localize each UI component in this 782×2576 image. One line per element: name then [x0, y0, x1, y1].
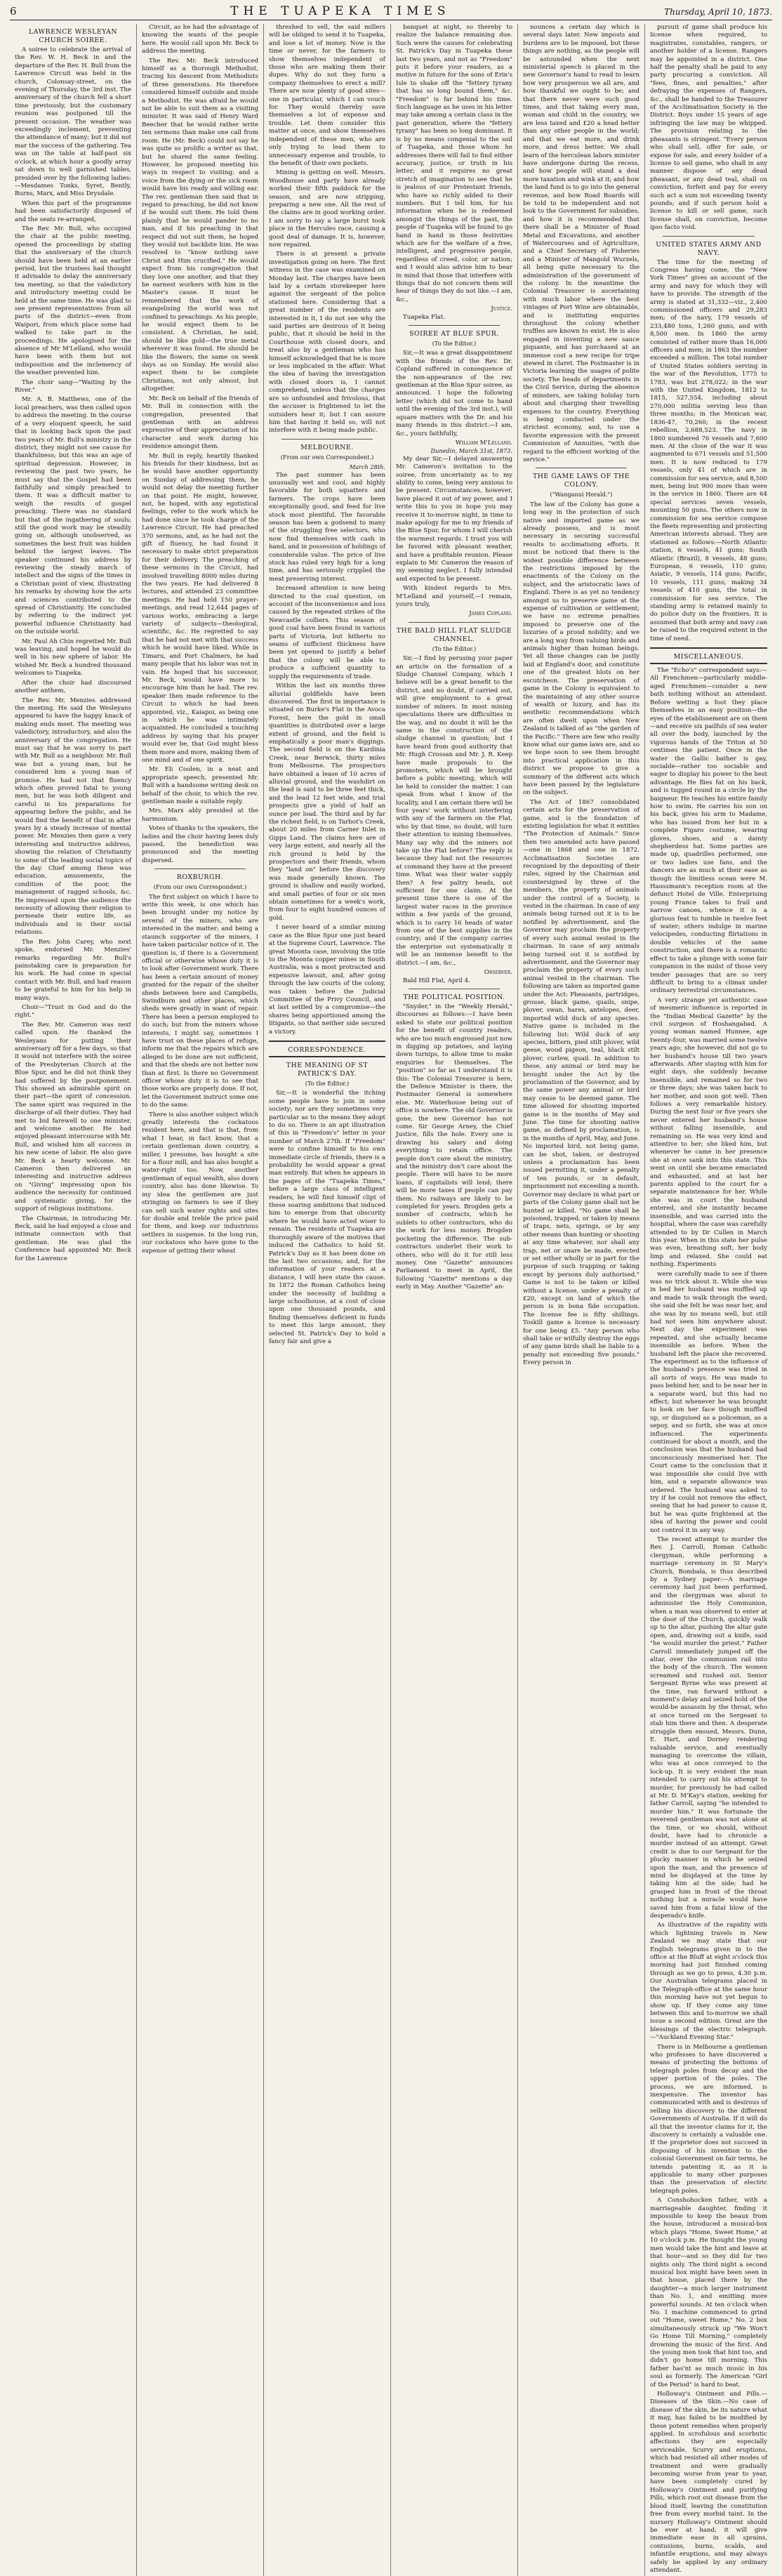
paragraph: Votes of thanks to the speakers, the ladies and the choir having been duly passed, the benediction was pronounced and the meeting dispersed. — [142, 825, 258, 864]
article-heading: THE BALD HILL FLAT SLUDGE CHANNEL. — [396, 626, 512, 643]
paragraph: Within the last six months three alluvial goldfields have been discovered. The first in importance is situated on Burke's Flat in the Avoca Forest, here the gold in small quantities is distributed over a large extent of ground, and the field is emphatically a poor man's diggings. The second field is on the Kardinia Creek, near Berwick, thirty miles from Melbourne. The prospectors have obtained a lease of 10 acres of alluvial ground, and the washdirt on the lead is said to be three feet thick, and the lead 12 feet wide, and trial prospects give a yield of half an ounce per load. The third and by far the richest field, is on Tarbot's Creek, about 20 miles from Carner Inlet in Gipps Land. The claims here are of very large extent, and nearly all the rich ground is held by the prospectors and their friends, whom they "land on" before the discovery was made generally known. The ground is shallow and easily worked, and small parties of four or six men obtain sometimes for a week's work, from four to eight hundred ounces of gold. — [269, 682, 385, 922]
paragraph: A soiree to celebrate the arrival of the Rev. W. H. Beck in and the departure of the Rev. H. Bull from the Lawrence Circuit was held in the church, Colonsay-street, on the evening of Thursday, the 3rd inst. The anniversary of the church fell a short time previously, but the customary reunion was postponed till the present occasion. The weather was exceedingly inclement, preventing the attendance of many; but it did not mar the success of the gathering. Tea was on the table at half-past six o'clock, at which hour a goodly array sat down to well garnished tables, presided over by the following ladies:—Mesdames Tonks, Syret, Bently, Burns, Marx, and Miss Drysdale. — [15, 46, 131, 198]
paragraph: I never heard of a similar mining case as the Blue Spur one just heard at the Supreme Court, Lawrence. The great Moonta case, involving the title to the Moonta copper mines in South Australia, was a most protracted and expensive lawsuit, and, after going through the law courts of the colony, was taken before the Judicial Committee of the Privy Council, and at last settled by a compromise—the shares being apportioned among the litigants, so that neither side secured a victory. — [269, 924, 385, 1036]
paragraph: The first subject on which I have to write this week, is one which has been brought under my notice by several of the miners, who are interested in the matter; and being a staunch supporter of the miners, I have taken particular notice of it. The question is, if there is a Government official or otherwise whose duty it is to look after Government work. There has been a certain amount of money granted for the repair of the shelter sheds between here and Campbells, Swindburn and other places, which sheds were greatly in want of repair. There has been a person employed to do such; but from the miners whose interests, I might say, sometimes I have trust on these places of refuge, inform me that the repairs which are alleged to be done are not sufficient, and that the sheds are not better now than at first. Is there no Government officer whose duty it is to see that those works are properly done. If not, let the Government instruct some one to do the same. — [142, 893, 258, 1109]
paragraph: banquet at night, so thereby to realize the balance remaining due. Such were the causes for celebrating St. Patrick's Day in Tuapeka these last two years, and not as "Freedom" puts it before your readers, as a motive in future for the sons of Erin's Isle to shake off the "fettery tyrany that has so long bound them," &c. "Freedom" is far behind his time. Such language as he uses in his letter may take among a certain class in the past generation, where the "fettery tyrany" has been so long dominant. It is by no means congenial to the soil of Tuapeka, and those whom he addresses there will fail to find either accuracy, justice, or truth in his letter; and it requires no great stretch of imagination to see that he is jealous of our Protestant friends, who have so richly added to their numbers. But I tell him, for his information when he is redeemed amongst the things of the past, the people of Tuapeka will be found to go hand in hand in those festivities which are for the welfare of a free, intelligent, and progressive people, regardless of creed, color, or nation; and I would also advise him to bear in mind that those that interfere with things that do not concern them will hear of things they do not like.—I am, &c., — [396, 24, 512, 303]
byline: (From our own Correspondent.) — [153, 883, 247, 891]
section-divider — [409, 622, 500, 623]
section-divider — [663, 236, 755, 237]
signature: Justice. — [491, 305, 512, 313]
paragraph: Holloway's Ointment and Pills.—Diseases of the Skin.—No case of disease of the skin, be its nature what it may, has failed to be modified by these potent remedies when properly applied. In scrofulous and scorbutic affections they are especially serviceable. Scurvy and eruptions, which had resisted all other modes of treatment and were gradually becoming worse from year to year, have been completely cured by Holloway's Ointment and purifying Pills, which root out disease from the blood itself, leaving the constitution free from every morbid taint. In the nursery Holloway's Ointment should be ever at hand; it will give immediate ease in all sprains, contusions, burns, scalds, and infantile eruptions, and may always safely be applied by any ordinary attendant. — [650, 2391, 767, 2574]
newspaper-columns — [10, 24, 772, 2574]
signature: James Copland. — [469, 610, 512, 618]
paragraph: Mr. Bull in reply, heartily thanked his friends for their kindness, but as he would have another opportunity on Sunday of addressing them, he would not delay the meeting further on that point. He might, however, not, he hoped, with any egotistical feelings, refer to the work which he had done since he took charge of the Lawrence Circuit. He had preached 370 sermons, and, as he had not the gift of fluency, he had found it necessary to make strict preparation for their delivery. The preaching of these sermons in the Circuit, had involved travelling 8000 miles during the two years. He had delivered 8 lectures, and attended 23 committee meetings. He had held 150 prayer-meetings, and read 12,644 pages of various works, embracing a large variety of subjects—theological, scientific, &c. He regretted to say that he had not met with that success which he would have liked. While in Timaru, and Port Chalmers, he had many people that his labor was not in vain. He hoped that his successor, Mr. Beck, would have more to encourage him than he had. The rev. speaker then made reference to the Circuit to which he had been appointed, viz., Kaiapoi, as being one in which he was intimately acquainted. He concluded a touching address by saying that his prayer would ever be, that God might bless them more and more, making them of one mind and of one spirit. — [142, 452, 258, 764]
byline: (From our own Correspondent.) — [280, 453, 374, 461]
paragraph: With kindest regards to Mrs. M'Lelland and yourself,—I remain, yours truly, — [396, 585, 512, 609]
paragraph: As illustrative of the rapidity with which lightning travels in New Zealand we may state that our English telegrams given in to the office at the Bluff at eight o'clock this morning had just finished coming through as we go to press, 4.30 p.m. Our Australian telegrams placed in the Telegraph-office at the same hour this morning have not yet begun to show up. If they come any time between this and to-morrow we shall issue a second edition. Great are the blessings of the electric telegraph.—"Auckland Evening Star." — [650, 1922, 767, 2042]
paper-name: THE TUAPEKA TIMES — [230, 4, 451, 18]
column-4 — [391, 24, 518, 2576]
section-heading: CORRESPONDENCE. — [288, 1045, 366, 1054]
paragraph: Mr. Beck on behalf of the friends of Mr. Bull in connection with the congregation, presented that gentleman with an address expressive of their appreciation of his character and work during his residence amongst them. — [142, 395, 258, 451]
section-divider — [154, 868, 246, 869]
page-number: 6 — [10, 5, 17, 18]
paragraph: Mrs. Marx ably presided at the harmonium. — [142, 807, 258, 823]
byline: ("Wanganui Herald.") — [550, 491, 613, 498]
byline: (To the Editor.) — [432, 340, 477, 348]
paragraph: Sir,—It was a great disappointment with the friends of the Rev. Dr. Copland suffered in consequence of the non-appearance of the rev. gentleman at the Blue Spur soiree, as announced. I hope the following letter (which did not come to hand until the evening of the 3rd inst.), will square matters with the Dr. and his many friends in this district.—I am, &c., yours faithfully, — [396, 350, 512, 437]
signature: William M'Lelland. — [455, 439, 512, 447]
section-divider — [409, 325, 500, 326]
article-heading: LAWRENCE WESLEYAN CHURCH SOIREE. — [28, 28, 118, 44]
paragraph: The "Echo's" correspondent says:—All Frenchmen—particularly middle-aged Frenchmen—consider a new bath nothing without an attendant. Before wetting a foot they place themselves in an easy position—the eyes of the etablissement are on them—and receive six pailfuls of sea water all over the body, launched by the vigorous hands of the Triton at 50 centimes the patient. Once in the water the Gallic bather is gay, sociable—rather too sociable and eager to display his power to the best advantage. He flies fat on his back, and is tugged round in a circle by the baigneur. He teaches his entire family how to swim. He carries his son on his back, gives his arm to Madame, who has issued from her hut in a complete Figaro costume, wearing gloves, shoes, and a dainty shepherdess hat. Some parties are made up, quadrilles performed, one or two ladies use fans, and the dancers are as much at their ease as though the limitless ocean were M. Haussmann's reception room at the defunct Hotel de Ville. Enterprising young France takes to frail and narrow canoes, whence it is a glorious feat to tumble in twelve feet of water; others indulge in marine velocipedes, conducting flirtations in double vehicles of the same construction, and there is a romantic effect to take a plunge with some fair companion in the midst of those very tender passages that are so very difficult to bring to a climax under ordinary terrestrial circumstances. — [650, 667, 767, 995]
column-3 — [264, 24, 391, 2576]
paragraph: Choir—"Trust in God and do the right." — [15, 1003, 131, 1019]
paragraph: The choir sang—"Waiting by the River." — [15, 378, 131, 395]
paragraph: A very strange yet authentic case of mesmeric influence is reported in the "Indian Medical Gazette" by the civil surgeon of Hoshangabad. A young woman named Hunnee, age twenty-four, was married some twelve years ago; she however, did not go to her husband's house till two years afterwards. After staying with him for eight days, she suddenly became insensible, and remained so for two or three days; she was taken back to her mother, and soon got well. Then follows a very remarkable history. During the next four or five years she never entered her husband's house without falling insensible, and remaining so. He was very kind and attentive to her; she liked him, but whenever he came in her presence she at once sank into this state. This went on until she became emaciated and exhausted, and at last her parents applied to the court for a separate maintenance for her. While she was in court the husband entered, and she instantly became insensible, and was carried into the hospital, where the case was carefully attended to by Dr Cullen in March this year. When in this state her pulse was even, breathing soft, her body limp and relaxed. She could eat nothing. Experiments — [650, 996, 767, 1269]
paragraph: The time for the meeting of Congress having come, the "New York Times" gives an account of the army and navy for which they will have to provide. The strength of the army is stated at 31,332—viz., 2,400 commissioned officers and 29,283 men; of the navy, 179 vessels of 233,480 tons, 1,260 guns, and with 8,500 men. In 1860 the army consisted of rather more than 16,000 officers and men; in 1863 the number exceeded a million. The total number of United States soldiers serving in the war of the Revolution, 1775 to 1783, was but 278,022; in the war with the United Kingdom, 1812 to 1815, 527,554, including about 270,000 militia serving less than three months; in the Mexican war, 1836-47, 70,260; in the recent rebellion, 2,688,523. The navy in 1860 numbered 76 vessels and 7,600 men. At the close of the war it was augmented to 671 vessels and 51,500 men. It is now reduced to 179 vessels, only 41 of which are in commission for sea service, and 8,500 men, being but 900 more than were in the service in 1860. There are 64 special services seven vessels, mounting 50 guns. The others now in commission for sea service compose the fleets representing and protecting American interests abroad. They are stationed as follows:—North Atlantic station, 6 vessels, 41 guns; South Atlantic (Brazil), 8 vessels, 48 guns; European, 6 vessels, 110 guns; Asiatic, 9 vessels, 114 guns; Pacific, 10 vessels, 111 guns; making 34 vessels of 410 guns, the total in commission for sea service. The standing army is retained mainly to do police duty on the frontiers. It is assumed that both army and navy can be raised to the required extent in the time of need. — [650, 258, 767, 642]
paragraph: threshed to sell, the said millers will be obliged to send it to Tuapeka, and lose a lot of money. Now is the time or never, for the farmers to show themselves independent of those who are making them their dupes. Why do not they form a company themselves to erect a mill? There are now plenty of good sites—one in particular, which I can vouch for. They would thereby save themselves a lot of expense and trouble. Let them consider this matter at once, and show themselves independent of these men, who are only trying to lead them to unnecessary expense and trouble, to the benefit of their own pockets. — [269, 24, 385, 167]
column-1 — [10, 24, 137, 2576]
paragraph: The Rev. Mr. Cameron was next called upon. He thanked the Wesleyans for putting their anniversary off for a few days, so that it would not interfere with the soiree of the Presbyterian Church at the Blue Spur, and he did not think they had suffered by the postponement. This showed an admirable spirit on their part—the spirit of concession. The same spirit was required in the discharge of all their duties. They had met to bid farewell to one minister, and welcome another. He had enjoyed pleasant intercourse with Mr. Bull, and wished him all success in his new scene of labor. He also gave Mr. Beck a hearty welcome. Mr. Cameron then delivered an interesting and instructive address on "Giving" impressing upon his audience the necessity for continued and systematic giving, for the support of religious institutions. — [15, 1021, 131, 1213]
paragraph: When this part of the programme had been satisfactorily disposed of and the seats re-arranged, — [15, 199, 131, 223]
byline: (To the Editor.) — [305, 1079, 350, 1087]
article-heading: THE MEANING OF ST PATRICK'S DAY. — [286, 1061, 369, 1078]
signature: Observer. — [484, 969, 512, 977]
byline: (To the Editor.) — [432, 645, 477, 652]
dateline: March 28th. — [349, 463, 385, 471]
column-6 — [645, 24, 772, 2576]
paragraph: nounces a certain day which is several days later. New imposts and burdens are to be imposed, but these things are nothing, as the people will be astounded when the next ministerial speech is placed in the new Governor's hand to read to learn how very prosperous we all are, and how thankful we ought to be; and that there never were such good times, and that taking every man, woman and child in the country, we are less taxed and £20 a head better than any other people in the world; and that we eat more, and drink more, and dress better. We shall learn of the herculean labors minister have undergone during the recess, and how people will stand a deal more taxation and wink at it; and how the land fund is to go into the general revenue, and how Road Boards will be told to be independent and not look to the Government for subsidies, and how it is recommended that there shall be a Minister of Road Metal and Excavations, and another of Watercourses and of Agriculture, and a Chief Secretary of Fisheries and a Minister of Mangold Wurzels, all being quite necessary to the administration of the government of the colony. In the meantime the Colonial Treasurer is ascertaining with much labor where the best vintages of Port Wine are obtainable, and is instituting enquiries throughout the colony whether truffles are known to exist. He is also engaged in inventing a new sauce piquante, and has purchased at an immense cost a new recipe for tripe stewed in claret. The Postmaster is in Victoria learning the usages of polite society. The heads of departments in the Civil Service, during the absence of minsters, are taking holiday turn about and charging their travelling expenses to the country. Everything is being conducted under the strictest economy, and, to use a favorite expression with the present Commission of Annuities, "with due regard to the efficient working of the service." — [523, 24, 640, 463]
paragraph: The past summer has been unusually wet and cool, and highly favorable for both squatters and farmers. The crops have been exceptionally good, and feed for live stock most plentiful. The favorable season has been a godsend to many of the struggling free selectors, who now find themselves with cash in hand, and in possession of holdings of considerable value. The price of live stock has ruled very high for a long time, and has seriously crippled the meat preserving interest. — [269, 471, 385, 583]
paragraph: Mr. Paul Ah Chin regretted Mr. Bull was leaving, and hoped he would do well in his new sphere of labor. He wished Mr. Beck a hundred thousand welcomes to Tuapeka. — [15, 638, 131, 678]
paragraph: Sir,—It is wonderful the itching some people have to join in some society; nor are they sometimes very particular as to the means they adopt to do so. There is an apt illustration of this in "Freedom's" letter in your number of March 27th. If "Freedom" were to confine himself to his own immediate circle of friends, there is a probability he would appear a great man entirely. But when he appears in the pages of the "Tuapeka Times," before a large class of intelligent readers, he will find himself clipt of these soaring ambitions that induced him to emerge from that obscurity where he would have acted wiser to remain. The residents of Tuapeka are thoroughly aware of the motives that induced the Catholics to hold St. Patrick's Day as it has been done on the last two occasions; and, for the information of your readers at a distance, I will here state the cause. In 1872 the Roman Catholics being under the necessity of building a large schoolhouse, at a cost of close upon one thousand pounds, and finding themselves deficient in funds to meet this large amount, they selected St. Patrick's Day to hold a fancy fair and give a — [269, 1090, 385, 1345]
article-heading: THE GAME LAWS OF THE COLONY. — [532, 473, 630, 489]
paragraph: Mining is getting on well. Messrs. Woodhouse and party have already worked their fifth paddock for the season, and are now stripping, preparing a new one. All the rest of the claims are in good working order. I am sorry to say a large burst took place in the Hercules race, causing a good deal of damage. It is, however, now repaired. — [269, 169, 385, 249]
article-heading: ROXBURGH. — [176, 873, 224, 882]
dateline: Dunedin, March 31st, 1873. — [430, 447, 512, 455]
paragraph: The Rev. Mr. Bull, who occupied the chair at the public meeting, opened the proceedings by stating that the anniversary of the church should have been held at an earlier period, but the trustees had thought it advisable to delay the anniversary tea meeting, so that the valedictory and introductory meeting could be held at the same time. He was glad to see present representatives from all parts of the district—even from Waipori, from which place some had walked to take part in the proceedings. He apologised for the absence of Mr M'Lelland, who would have been with them but not indisposition and the inclemency of the weather prevented him. — [15, 225, 131, 377]
paragraph: There is at present a private investigation going on here. The first witness in the case was examined on Monday last. The charges have been laid by a certain storekeeper here against the sergeant of the police stationed here. Considering that a great number of the residents are interested in it, I do not see why the said parties are desirous of it being public, that it should be held in the Courthouse with closed doors, and treat also by a gentleman who has himself acknowledged that he is more or less implicated in the affair. What the idea of having the investigation with closed doors is, I cannot comprehend, unless that the charges are so unfounded and frivolous, that the accuser is frightened to let the outsiders hear it; but I can assure him that having it held so, will not interfere with it being made public. — [269, 251, 386, 435]
paragraph: Sir,—I find by perusing your paper an article on the formation of a Sludge Channel Company, which I believe will be a great benefit to the district, and no doubt, if carried out, will give employment to a great number of miners. In most mining speculations there are difficulties in the way, and no doubt it will be the same in the construction of the sludge channel in question; but I have heard from good authority that Mr. Hugh Crossan and Mr. J. R. Keep have made proposals to the promoters, which will be brought before a public meeting, which will be held to consider the matter. I can speak from what I know of the locality, and I am certain there will be four years' work without interfering with any of the farmers on the Flat, who by that time, no doubt, will turn their attention to mining themselves. Many say why did the miners not take up the Flat before? The reply is because they had not the resources at command they have at the present time. What was their water supply then? A few paltry heads, not sufficient for one claim. At the present time there is one of the largest water races in the province within a few yards of the ground, which is to carry 16 heads of water from one of the best supplies in the country; and if the company carries the enterprise out systematically it will be an immense benefit to the district.—I am, &c., — [396, 655, 512, 967]
paragraph: were carefully made to see if there was no trick about it. While she was in bed her husband was muffled up and made to walk through the ward; she said she felt he was near her, and she was by no means well, but still had not seen him anywhere about. Next day the experiment was repeated, and she actually became insensible as before. When the husband left the place she recovered. The experiment as to the influence of the husband's presence was tried in all sorts of ways. He was made to pass behind her, and to be near her in a separate ward, but this had no effect; but whenever he was brought to look on her face though muffled up, or disguised as a policeman, as a sepoy, and so forth, she was at once influenced. The experiments continued for about a month, and the conclusion was that the husband had unconsciously mesmerised her. The Court came to the conclusion that it was impossible she could live with him, and a separate allowance was ordered. The husband was asked to try if he could not remove the effect, seeing that he had power to cause it, but he was quite frightened at the idea of having the power and could not control it in any way. — [650, 1270, 767, 1534]
paragraph: Increased attention is now being directed to the coal question, on account of the inconvenience and loss caused by the repeated strikes of the Newcastle colliers. This season of good coal have been found in various parts of Victoria, but hitherto no seams of sufficient thickness have been yet opened to justify a belief that the colony will be able to produce a sufficient quantity to supply the requirements of trade. — [269, 585, 385, 680]
section-box-rule — [269, 1041, 385, 1057]
paragraph: Tuapeka Flat. — [403, 313, 446, 321]
column-5 — [518, 24, 645, 2576]
paragraph: After the choir had discoursed another anthem, — [15, 679, 131, 695]
paragraph: The Rev. Mr. Beck introduced himself as a thorough Methodist, tracing his descent from Methodists of three generations. He therefore considered himself outside and inside a Methodist. He was afraid he would not be able to suit them as a visiting minister. It was said of Henry Ward Beecher that he would rather write ten sermons than make one call from room. He (Mr. Beck) could not say he was quite so prolific a writer as that, but he shared the same feeling. However, he proposed meeting his ways in respect to visiting; and a voice from the dying or the sick room would have his ready and willing ear. The rev. gentleman then said that in regard to preaching, he did not know if he would suit them. He told them plainly that he would pander to no man, and if his preaching in that respect did not suit them, he hoped they would not backbite him. He was resolved to "know nothing save Christ and Him crucified." He would expect from his congregation that they love one another, and that they be earnest workers with him in the Master's cause. It must be remembered that the work of evangelising the world was not confined to preachings. As his people, he would expect them to be consistent. A Christian, he said, should be like gold—the true metal wherever it was found. He should be like the flowers, the same on week days as on Sunday. He would also expect them to be complete Christians, not only almost, but altogether. — [142, 57, 258, 393]
section-box-rule — [650, 647, 767, 664]
paragraph: The Act of 1867 consolidated certain acts for the preservation of game, and is the foundation of existing legislation for what it entitles "The Protection of Animals." Since then two amended acts have passed—one in 1868 and one in 1872. Acclimatisation Societies are recognised by the depositing of their rules, signed by the Chairman and countersigned by three of the members, the property of animals under the control of a Society, is vested in the chairman. In case of any animals being turned out it is to be notified by advertisement, and the Governor may proclaim the property of every such animal vested in the chairman. In case of any animals being turned out it is notified by advertisement, and the Governor may proclaim the property of every such animal vested in the chairman. The following are taken as imported game under the Act: Pheasants, partridges, grouse, black game, quails, snipe, plover, swan, hares, antelopes, deer, imported wild duck of any species. Native game is included in the following list: Wild duck of any species, bittern, pied stilt plover, wild geese, wood pigeon, teal, black stilt plover, curlew, quail. In addition to these, any animal or bird may be brought under the Act by the proclamation of the Governor, and by the same power any animal or bird may cease to be deemed game. The time allowed for shooting imported game is in the months of May and June. The time for shooting native game, as defined by proclamation, is in the months of April, May, and June. No imported bird, not being game, can be shot, taken, or destroyed unless a proclamation has been issued permitting it, under a penalty of ten pounds, or in default, imprisonment not exceeding a month. Governor may declare in what part or parts of the Colony game shall not be hunted or killed. "No game shall be poisoned, trapped, or taken by means of traps, nets, springs, or by any other means than hunting or shooting at any time whatever, nor shall any trap, net or snare be made, erected or set either wholly or in part for the purpose of such trapping or taking except by persons duly authorised." Game is not to be taken or killed without a license, under a penalty of £20, except on land of which the person is in bona fide occupation. The license fee is fifty shillings. Toskill game a license is necessary for one being £5. "Any person who shall take or wilfully destroy the eggs of any game birds shall be liable to a penalty not exceeding five pounds." Every person in — [523, 798, 639, 1367]
paragraph: My dear Sir,—I delayed answering Mr. Cameron's invitation to the soiree, from uncertainty as to my ability to come, being very anxious to be present. Circumstances, however, have placed it out of my power, and I write this to you in hope you may receive it to-morrow night, in time to make apology for me to my friends of the Blue Spur, for whom I will cherish the warmest regards. I trust you will be favored with pleasant weather, and have a profitable reunion. Please explain to Mr. Cameron the reason of my seeming neglect. I fully intended and expected to be present. — [396, 455, 512, 583]
paragraph: The Rev. Mr. Menzies addressed the meeting. He said the Wesleyans appeared to have the happy knack of making ends meet. The meeting was valedictory, introductory, and also the anniversary of the congregation. He must say that he was sorry to part with Mr. Bull as a neighbour. Mr. Bull was but a young man, but he considered him a young man of promise. He had not that fluency which often proved fatal to young men, but he was both diligent and careful in his preparations for appearing before the public, and he would find the benefit of that in after years by a steady increase of mental power. Mr. Menzies then gave a very interesting and instructive address, showing the relation of Christianity to some of the leading social topics of the day. Chief among these was education, amusements, the condition of the poor, the management of ragged schools, &c. He impressed upon the audience the necessity of allowing their religion to permeate their entire life, as individuals and in their social relations. — [15, 696, 131, 937]
article-heading: SOIREE AT BLUE SPUR. — [409, 330, 499, 338]
paragraph: A Conshohocken father, with a marriageable daughter, finding it impossible to keep the beaux from the house, introduced a musical-box which plays "Home, Sweet Home," at 10 o'clock p.m. He thought the young men would take the hint and leave at that hour—and so they did for two nights only. The third night a second musical box might have been seen in that house, placed there by the daughter—a much larger instrument than No. 1, and emitting more powerful sounds. At ten o'clock when No. 1 machine commenced to grind out "Home, sweet Home," No. 2 box simultaneously struck up "We Won't Go Home Till Morning," completely drowning the music of the first. And the young men took that hint too, and didn't go home till morning. This father has'nt as much music in his soul as formerly. The American "Girl of the Period" is hard to beat. — [650, 2197, 767, 2389]
paragraph: Mr. Eli Coolen, in a neat and appropriate speech, presented Mr. Bull with a handsome writing desk on behalf of the choir, to which the rev. gentleman made a suitable reply. — [142, 766, 258, 805]
issue-date: Thursday, April 10, 1873. — [664, 7, 772, 17]
paragraph: Circuit, as he had the advantage of knowing the wants of the people here. He would call upon Mr. Beck to address the meeting. — [142, 24, 258, 55]
article-heading: THE POLITICAL POSITION. — [403, 993, 505, 1001]
paragraph: The Chairman, in introducing Mr. Beck, said he had enjoyed a close and intimate connection with that gentleman. He was glad the Conference had appointed Mr. Beck for the Lawrence — [15, 1215, 131, 1262]
article-heading: UNITED STATES ARMY AND NAVY. — [656, 240, 762, 257]
masthead — [10, 4, 772, 20]
section-heading: MISCELLANEOUS. — [673, 653, 744, 661]
paragraph: "Snyder," in the "Weekly Herald," discourses as follows:—I have been asked to state our political position for the benefit of country readers, who are too much engrossed just now in digging up potatoes, and laying down turnips, to allow time to make enquiries for themselves. The "position" so far as I understand it is this: The Colonial Treasurer is here, the Defence Minister is there, the Postmaster General is somewhere else. Mr. Waterhouse being out of office is nowhere. The old Governor is gone, the new Governor has not come. Sir George Arney, the Chief Justice, fills the hole. Every one is drawing his salary and doing everything to retain office. The people don't care about the ministry, and the ministry don't care about the people. There will have to be more loans, if capitalists will lend; there will be more taxes if people can pay them. No railways are likely to be completed for years. Brogden gets a number of contracts, which he sublets to other contractors, who do the work for less money. Brogden pocketing the difference. The sub-contractors underlet their work to others, who will do it for still less money. One "Gazette" announces Parliament to meet in April, the following "Gazette" mentions a day early in May. Another "Gazette" an- — [396, 1003, 512, 1291]
paragraph: The recent attempt to murder the Rev. J. Carroll, Roman Catholic clergyman, while performing a marriage ceremony in St Mary's Church, Bombala, is thus described by a Sydney paper:—A marriage ceremony had just been performed, and the clergyman was about to administer the Holy Communion, when a man was observed to enter at the door of the Church, quickly walk up to the altar, pushing the altar gate open, and, drawing out a knife, said "he would murder the priest." Father Carroll immediately jumped off the altar, over the communion rail into the body of the church. The women screamed and rushed out. Senior Sergeant Byrne who was present at the time, ran forward without a moment's delay and seized hold of the would-be assassin by the throat, who at once turned on the Sergeant to stab him there and then. A desperate struggle then ensued, Messrs. Dunn, E. Hart, and Dorney rendering valuable service, and eventually managing to overcome the villain, who was at once conveyed to the lock-up. It is very evident the man intended to carry out his attempt to murder, for previously he had called at Mr. D. M'Kay's station, seeking for father Carroll, saying "he intended to murder him." It was fortunate the reverend gentleman was not alone at the time, or we should, without doubt, have had to chronicle a murder instead of an attempt. Great credit is due to our Sergeant for the plucky manner in which he seized upon the man, and the presence of mind he displayed at the time by taking him at the side; had he grasped him in front of the throat nothing but a miracle would have saved him from a fatal blow of the desperado's knife. — [650, 1535, 767, 1920]
paragraph: Bald Hill Flat, April 4. — [403, 977, 470, 984]
paragraph: There is also another subject which greatly interests the cockatoos resident here, and that is that, from what I hear, in fact know, that a certain gentleman down country, a miller, I presume, has bought a site for a flour mill, and has also bought a water-right too. Now, another gentleman of equal wealth, also down country, also has done likewise. To my idea the gentlemen are just stringing on farmers to see if they can sell such water rights and sites for double and treble the price paid for them, and keep our industrious settlers in suspense. In the long run, our cockatoos who have gone to the expense of getting their wheat — [142, 1111, 258, 1255]
paragraph: The Rev. John Carey, who next spoke, endorsed Mr. Menzies' remarks regarding Mr. Bull's painstaking care in preparation for his work. He had come in special contact with Mr. Bull, and had reason to be grateful to him for his help in many ways. — [15, 938, 131, 1002]
column-2 — [137, 24, 264, 2576]
section-divider — [281, 439, 373, 440]
paragraph: There is in Melbourne a gentleman who professes to have discovered a means of protecting the bottoms of telegraph poles from decay and the upper portion of the poles. The process, we are informed, is inexpensive. The inventor has communicated with and is desirous of selling his discovery to the different Governments of Australia. If it will do all that the inventor claims for it, the discovery is certainly a valuable one. If the proprietor does not succeed in disposing of his invention to the colonial Government on fair terms, he intends patenting it, as it is applicable to many other purposes than the preservation of electric telegraph poles. — [650, 2043, 767, 2195]
paragraph: Mr. A. B. Matthews, one of the local preachers, was then called upon to address the meeting. In the course of a very eloquent speech, he said that in looking back upon the past two years of Mr. Bull's ministry in the district, they might not see cause for thankfulness; but this was an age of spiritual depression. However, in reviewing the past two years, he must say that the Gospel had been faithfully and simply preached to them. It was a difficult matter to weigh the results of gospel preaching. There was no standard but that of the ingathering of souls; still the good work may be steadily going on, although unobserved, as sometimes the best fruit was hidden behind the largest leaves. The speaker continued his address by reviewing the steady march of intellect and the signs of the times in a Christian point of view, illustrating his remarks by showing how the arts and sciences contributed to the spread of Christianity. He concluded by referring to the indirect yet powerful influence Christianity had on the outside world. — [15, 396, 131, 636]
paragraph: pursuit of game shall produce his license when required, to magistrates, constables, rangers, or another holder of a license. Rangers may be appointed in a district. One half the penalty shall be paid to any party procuring a conviction. All "fees, fines, and penalties," after defraying the expenses of Rangers, &c., shall be handed to the Treasurer of the Acclimatisation Society in the District. Boys under 15 years of age infringing the law may be whipped. The provision relating to the pheasants is stringent. "Every person who shall sell, offer for sale, or expose for sale, and every holder of a license to sell game, who shall in any manner dispose of any dead pheasant, or any dead teal, shall on conviction, forfeit and pay for every such act a sum not exceeding twenty pounds; and if such person hold a license to kill or sell game, such license shall, on conviction, become ipso facto void. — [650, 24, 767, 232]
paragraph: The law of the Colony has gone a long way in the protection of such native and imported game as we already possess, and is most necessary in securing successful results to acclimatising efforts. It must be noticed that there is the widest possible difference between the restrictions imposed by the enactments of the Colony on the subject, and the aristocratic laws of England. There is as yet no tendency amongst us to preserve game at the expense of cultivation or settlement; we have no extreme penalties imposed to preserve one of the luxuries of a proud nobility; and we are a long way from valuing birds and animals higher than human beings. Yet all these changes can be justly laid at England's door, and constitute one of the greatest blots on her escutcheon. The preservation of game in the Colony is equivalent to the maintaining of any other source of wealth or luxury, and has its aesthetic recommendations which are often dwelt upon when New Zealand is talked of as "the garden of the Pacific." There are few who really know what our game laws are, and so we hope soon to see them brought into practical application in this district we propose to give a summary of the different acts which have been passed by the legislature on the subject. — [523, 501, 639, 797]
article-heading: MELBOURNE. — [300, 443, 354, 451]
